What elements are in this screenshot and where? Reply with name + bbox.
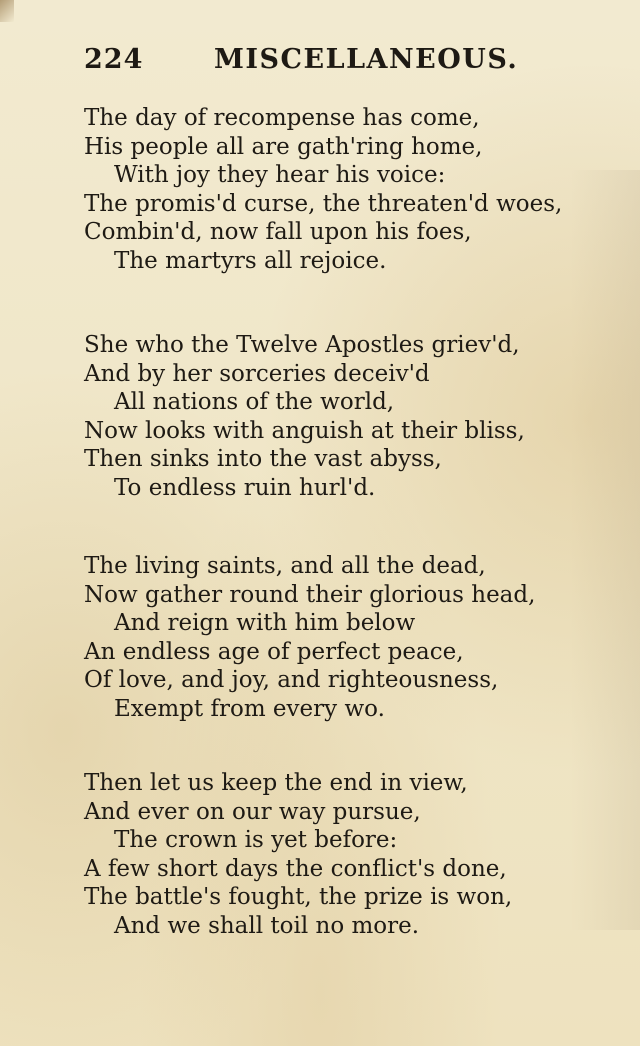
verse-line: The promis'd curse, the threaten'd woes, xyxy=(84,190,563,217)
verse-line: Combin'd, now fall upon his foes, xyxy=(84,219,472,245)
verse-line: The day of recompense has come, xyxy=(84,105,480,131)
verse-line: The living saints, and all the dead, xyxy=(84,553,486,579)
verse-line: All nations of the world, xyxy=(114,389,395,415)
verse-line: Exempt from every wo. xyxy=(114,695,385,722)
page-number: 224 xyxy=(84,44,144,75)
verse-line: The martyrs all rejoice. xyxy=(114,247,387,274)
verse-line: To endless ruin hurl'd. xyxy=(114,474,376,501)
verse-line: A few short days the conflict's done, xyxy=(84,855,507,882)
verse-line: And ever on our way pursue, xyxy=(84,798,421,825)
verse-line: Then let us keep the end in view, xyxy=(84,770,468,796)
verse-line: And by her sorceries deceiv'd xyxy=(84,360,430,387)
running-title: MISCELLANEOUS. xyxy=(214,44,519,75)
stanza-4 xyxy=(84,769,594,940)
verse-line: Now gather round their glorious head, xyxy=(84,581,536,608)
verse-line: Of love, and joy, and righteousness, xyxy=(84,667,499,693)
stanza-1 xyxy=(84,104,594,275)
verse-line: His people all are gath'ring home, xyxy=(84,133,483,160)
verse-line: Now looks with anguish at their bliss, xyxy=(84,417,525,444)
verse-line: And we shall toil no more. xyxy=(114,912,420,939)
verse-line: The battle's fought, the prize is won, xyxy=(84,884,513,910)
verse-line: An endless age of perfect peace, xyxy=(84,638,464,665)
verse-line: With joy they hear his voice: xyxy=(114,162,446,188)
stanza-3 xyxy=(84,552,594,723)
verse-line: She who the Twelve Apostles griev'd, xyxy=(84,332,520,358)
page-header xyxy=(84,44,524,84)
page-corner-stain xyxy=(0,0,14,22)
stanza-2 xyxy=(84,331,594,502)
verse-line: Then sinks into the vast abyss, xyxy=(84,446,442,472)
verse-line: The crown is yet before: xyxy=(114,827,398,853)
verse-line: And reign with him below xyxy=(114,610,416,636)
